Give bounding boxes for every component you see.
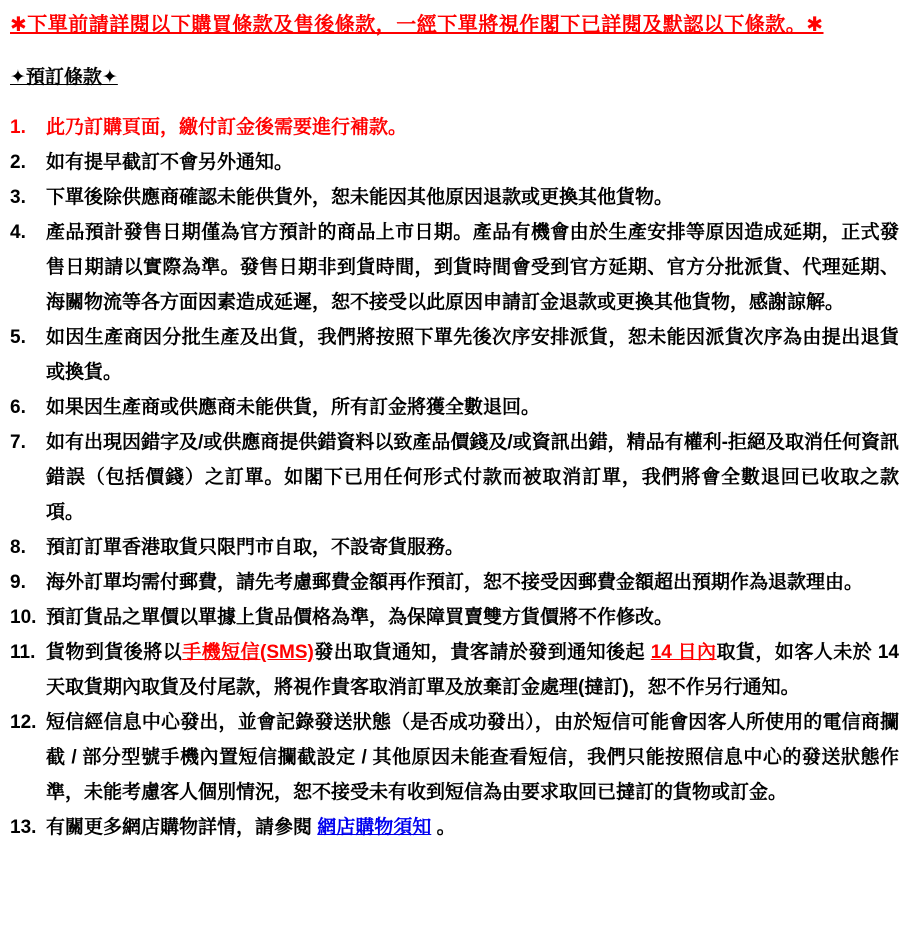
term-text-segment: 取貨，如客人未於 14 天取貨期內取貨及付尾款，將視作貴客取消訂單及放棄訂金處理(撻訂)，恕不作另行通知。	[46, 642, 899, 698]
term-text-segment: 手機短信(SMS)	[182, 642, 314, 663]
term-item	[10, 635, 899, 705]
term-number: 8.	[10, 537, 26, 558]
term-item	[10, 530, 899, 565]
term-text-segment: 14 日內	[650, 642, 717, 663]
term-text-segment: 海外訂單均需付郵費，請先考慮郵費金額再作預訂，恕不接受因郵費金額超出預期作為退款理由。	[46, 572, 864, 593]
term-text-segment: 有關更多網店購物詳情，請參閱	[46, 817, 318, 838]
term-text-segment: 發出取貨通知，貴客請於發到通知後起	[313, 642, 651, 663]
term-text	[46, 145, 899, 180]
term-text-segment: 如因生產商因分批生產及出貨，我們將按照下單先後次序安排派貨，恕未能因派貨次序為由提出退貨或換貨。	[46, 327, 899, 383]
term-number: 6.	[10, 397, 26, 418]
term-item	[10, 390, 899, 425]
term-number: 1.	[10, 117, 26, 138]
term-number: 9.	[10, 572, 26, 593]
term-text-segment: 此乃訂購頁面，繳付訂金後需要進行補款。	[46, 117, 408, 138]
term-text-segment: 下單後除供應商確認未能供貨外，恕未能因其他原因退款或更換其他貨物。	[46, 187, 674, 208]
term-text-segment: 預訂訂單香港取貨只限門市自取，不設寄貨服務。	[46, 537, 465, 558]
store-shopping-guide-link[interactable]: 網店購物須知	[317, 817, 432, 838]
term-number: 3.	[10, 187, 26, 208]
term-item	[10, 425, 899, 530]
term-number: 7.	[10, 432, 26, 453]
term-text	[46, 320, 899, 390]
term-text	[46, 565, 899, 600]
term-number: 5.	[10, 327, 26, 348]
term-item	[10, 705, 899, 810]
term-text	[46, 530, 899, 565]
term-text	[46, 810, 899, 845]
term-number: 11.	[10, 642, 36, 663]
term-text	[46, 425, 899, 530]
term-item	[10, 215, 899, 320]
term-text-segment: 。	[431, 817, 456, 838]
term-text-segment: 如果因生產商或供應商未能供貨，所有訂金將獲全數退回。	[46, 397, 541, 418]
term-item	[10, 565, 899, 600]
term-number: 4.	[10, 222, 26, 243]
term-text	[46, 705, 899, 810]
term-number: 2.	[10, 152, 26, 173]
pre-order-warning-title: ✱下單前請詳閱以下購買條款及售後條款，一經下單將視作閣下已詳閱及默認以下條款。✱	[10, 14, 824, 36]
term-text-segment: 產品預計發售日期僅為官方預計的商品上市日期。產品有機會由於生產安排等原因造成延期，正式發售日期請以實際為準。發售日期非到貨時間，到貨時間會受到官方延期、官方分批派貨、代理延期、海關物流等各方面因素造成延遲，恕不接受以此原因申請訂金退款或更換其他貨物，感謝諒解。	[46, 222, 899, 313]
term-number: 12.	[10, 712, 37, 733]
term-text	[46, 600, 899, 635]
term-item	[10, 600, 899, 635]
term-text-segment: 如有出現因錯字及/或供應商提供錯資料以致產品價錢及/或資訊出錯，精品有權利-拒絕及取消任何資訊錯誤（包括價錢）之訂單。如閣下已用任何形式付款而被取消訂單，我們將會全數退回已收取之款項。	[46, 432, 899, 523]
term-item	[10, 110, 899, 145]
term-text-segment: 如有提早截訂不會另外通知。	[46, 152, 294, 173]
term-number: 10.	[10, 607, 37, 628]
terms-list	[10, 110, 899, 845]
term-text	[46, 110, 899, 145]
term-text	[46, 635, 899, 705]
term-text	[46, 180, 899, 215]
term-text-segment: 短信經信息中心發出，並會記錄發送狀態（是否成功發出），由於短信可能會因客人所使用的電信商攔截 / 部分型號手機內置短信攔截設定 / 其他原因未能查看短信，我們只能按照信息中心的發送狀態作準，未能考慮客人個別情況，恕不接受未有收到短信為由要求取回已撻訂的貨物或訂金。	[46, 712, 899, 803]
term-number: 13.	[10, 817, 37, 838]
term-text	[46, 215, 899, 320]
term-item	[10, 145, 899, 180]
term-item	[10, 180, 899, 215]
section-title-preorder-terms: ✦預訂條款✦	[10, 67, 118, 88]
term-text	[46, 390, 899, 425]
term-text-segment: 預訂貨品之單價以單據上貨品價格為準，為保障買賣雙方貨價將不作修改。	[46, 607, 674, 628]
term-item	[10, 810, 899, 845]
term-text-segment: 貨物到貨後將以	[46, 642, 183, 663]
term-item	[10, 320, 899, 390]
